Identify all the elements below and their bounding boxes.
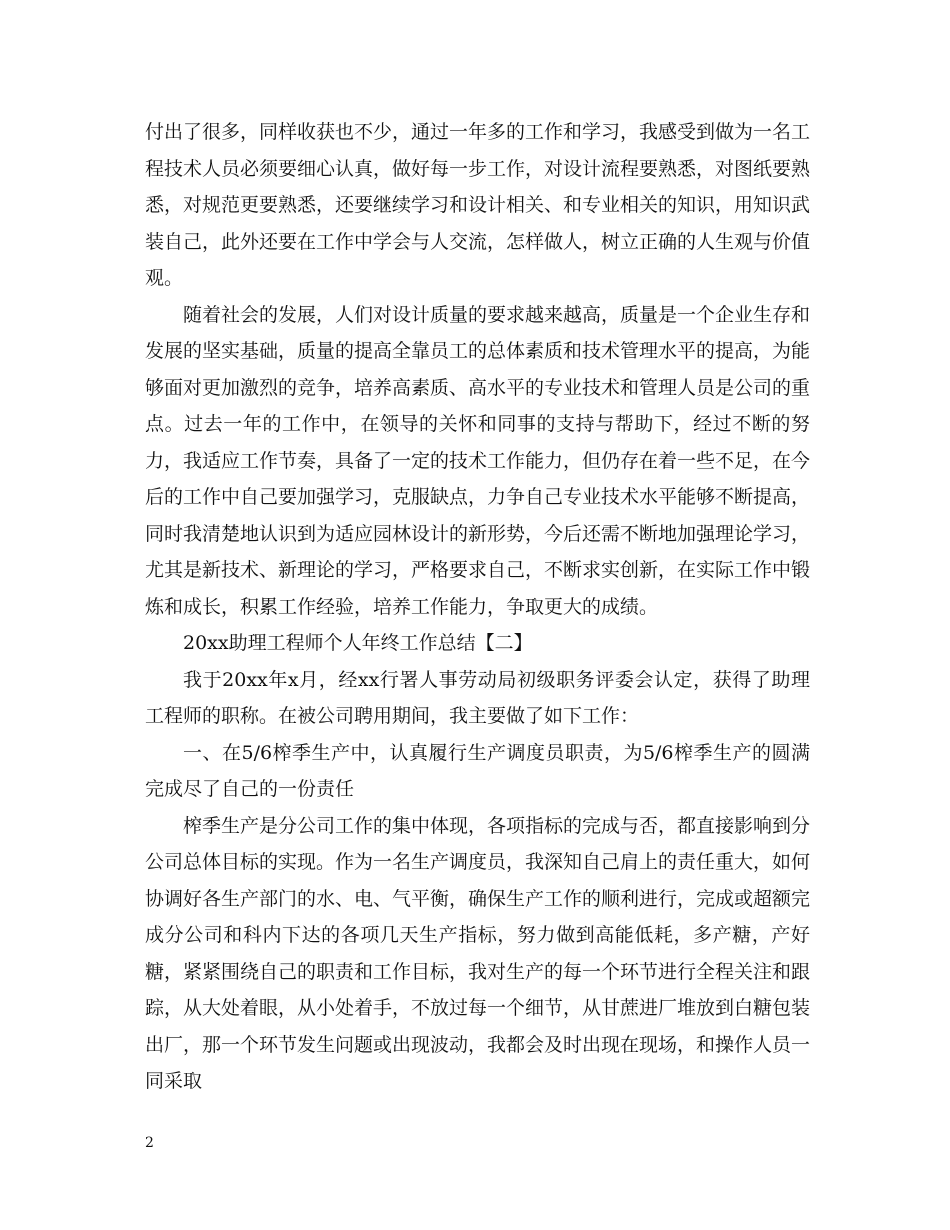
paragraph-quality: 随着社会的发展，人们对设计质量的要求越来越高，质量是一个企业生存和发展的坚实基础，质量的提高全靠员工的总体素质和技术管理水平的提高，为能够面对更加激烈的竞争，培养高素质、高水平的专业技术和管理人员是公司的重点。过去一年的工作中，在领导的关怀和同事的支持与帮助下，经过不断的努力，我适应工作节奏，具备了一定的技术工作能力，但仍存在着一些不足，在今后的工作中自己要加强学习，克服缺点，力争自己专业技术水平能够不断提高，同时我清楚地认识到为适应园林设计的新形势，今后还需不断地加强理论学习，尤其是新技术、新理论的学习，严格要求自己，不断求实创新，在实际工作中锻炼和成长，积累工作经验，培养工作能力，争取更大的成绩。 (145, 303, 811, 618)
paragraph-item-one: 一、在5/6榨季生产中，认真履行生产调度员职责，为5/6榨季生产的圆满完成尽了自己的一份责任 (145, 741, 810, 800)
document-body (145, 114, 810, 1100)
paragraph-intro: 我于20xx年x月，经xx行署人事劳动局初级职务评委会认定，获得了助理工程师的职称。在被公司聘用期间，我主要做了如下工作： (145, 668, 810, 727)
paragraph-continuation: 付出了很多，同样收获也不少，通过一年多的工作和学习，我感受到做为一名工程技术人员必须要细心认真，做好每一步工作，对设计流程要熟悉，对图纸要熟悉，对规范更要熟悉，还要继续学习和设计相关、和专业相关的知识，用知识武装自己，此外还要在工作中学会与人交流，怎样做人，树立正确的人生观与价值观。 (145, 121, 811, 289)
page-number: 2 (145, 1135, 154, 1151)
paragraph-production: 榨季生产是分公司工作的集中体现，各项指标的完成与否，都直接影响到分公司总体目标的实现。作为一名生产调度员，我深知自己肩上的责任重大，如何协调好各生产部门的水、电、气平衡，确保生产工作的顺利进行，完成或超额完成分公司和科内下达的各项几天生产指标，努力做到高能低耗，多产糖，产好糖，紧紧围绕自己的职责和工作目标，我对生产的每一个环节进行全程关注和跟踪，从大处着眼，从小处着手，不放过每一个细节，从甘蔗进厂堆放到白糖包装出厂，那一个环节发生问题或出现波动，我都会及时出现在现场，和操作人员一同采取 (145, 814, 811, 1092)
section-heading: 20xx助理工程师个人年终工作总结【二】 (183, 632, 533, 654)
